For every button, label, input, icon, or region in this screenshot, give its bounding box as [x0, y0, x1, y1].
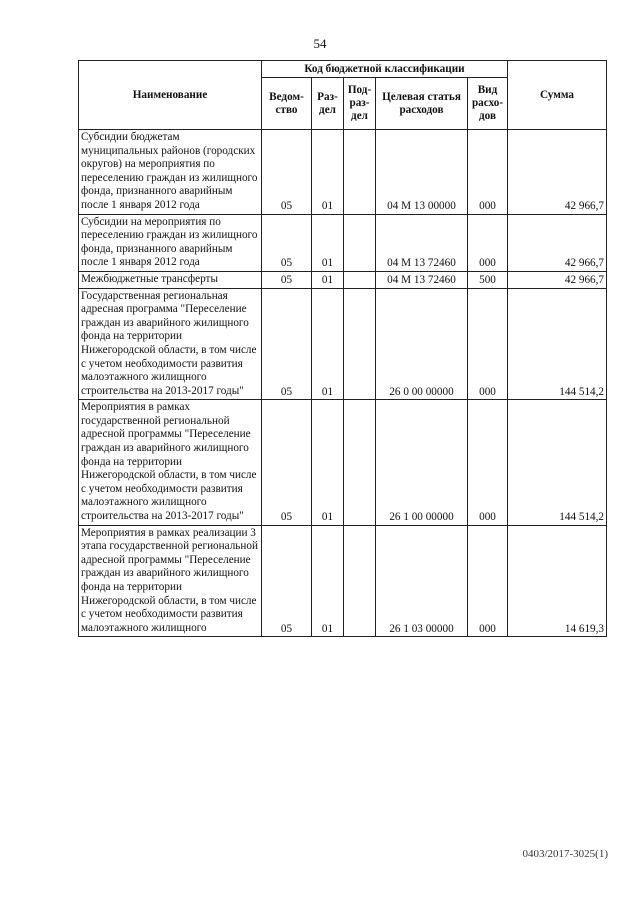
row-target: 04 М 13 72460	[376, 214, 468, 271]
row-name: Государственная региональная адресная программа "Переселение граждан из аварийного жилищного фонда на территории Нижегородской области, в том числе с учетом необходимости развития малоэтажного жилищного строительства на 2013-2017 годы"	[79, 288, 262, 400]
row-target: 04 М 13 72460	[376, 271, 468, 288]
document-code: 0403/2017-3025(1)	[522, 848, 608, 860]
row-razdel: 01	[312, 288, 344, 400]
header-expense-type: Вид расхо-дов	[468, 78, 508, 130]
row-target: 26 0 00 00000	[376, 288, 468, 400]
header-razdel: Раз-дел	[312, 78, 344, 130]
row-name: Мероприятия в рамках государственной региональной адресной программы "Переселение граждан из аварийного жилищного фонда на территории Нижегородской области, в том числе с учетом необходимости развития малоэтажного жилищного строительства на 2013-2017 годы"	[79, 400, 262, 525]
row-summa: 42 966,7	[508, 130, 607, 215]
row-podrazdel	[344, 400, 376, 525]
row-podrazdel	[344, 214, 376, 271]
header-target-article: Целевая статья расходов	[376, 78, 468, 130]
table-row	[79, 400, 607, 525]
row-podrazdel	[344, 130, 376, 215]
row-vedomstvo: 05	[262, 271, 312, 288]
header-vedomstvo: Ведом-ство	[262, 78, 312, 130]
row-vid: 000	[468, 288, 508, 400]
row-razdel: 01	[312, 271, 344, 288]
row-vedomstvo: 05	[262, 288, 312, 400]
table-row	[79, 271, 607, 288]
row-vid: 000	[468, 214, 508, 271]
row-target: 26 1 00 00000	[376, 400, 468, 525]
row-summa: 14 619,3	[508, 525, 607, 637]
row-vedomstvo: 05	[262, 214, 312, 271]
row-target: 26 1 03 00000	[376, 525, 468, 637]
table-row	[79, 288, 607, 400]
row-razdel: 01	[312, 130, 344, 215]
row-podrazdel	[344, 271, 376, 288]
row-razdel: 01	[312, 400, 344, 525]
row-vedomstvo: 05	[262, 130, 312, 215]
row-podrazdel	[344, 525, 376, 637]
row-name: Межбюджетные трансферты	[79, 271, 262, 288]
row-vedomstvo: 05	[262, 400, 312, 525]
header-name: Наименование	[79, 61, 262, 130]
budget-table	[78, 60, 607, 637]
row-name: Субсидии бюджетам муниципальных районов (городских округов) на мероприятия по переселению граждан из жилищного фонда, признанного аварийным после 1 января 2012 года	[79, 130, 262, 215]
row-name: Субсидии на мероприятия по переселению граждан из жилищного фонда, признанного аварийным после 1 января 2012 года	[79, 214, 262, 271]
row-podrazdel	[344, 288, 376, 400]
row-name: Мероприятия в рамках реализации 3 этапа государственной региональной адресной программы "Переселение граждан из аварийного жилищного фонда на территории Нижегородской области, в том числе с учетом необходимости развития малоэтажного жилищного	[79, 525, 262, 637]
table-row	[79, 525, 607, 637]
row-vid: 000	[468, 130, 508, 215]
table-row	[79, 214, 607, 271]
header-classification-group: Код бюджетной классификации	[262, 61, 508, 78]
row-summa: 42 966,7	[508, 271, 607, 288]
row-summa: 144 514,2	[508, 400, 607, 525]
row-summa: 42 966,7	[508, 214, 607, 271]
table-row	[79, 130, 607, 215]
row-vedomstvo: 05	[262, 525, 312, 637]
row-vid: 000	[468, 525, 508, 637]
header-sum: Сумма	[508, 61, 607, 130]
row-target: 04 М 13 00000	[376, 130, 468, 215]
row-summa: 144 514,2	[508, 288, 607, 400]
row-vid: 000	[468, 400, 508, 525]
page-number: 54	[313, 36, 327, 51]
row-razdel: 01	[312, 214, 344, 271]
row-vid: 500	[468, 271, 508, 288]
row-razdel: 01	[312, 525, 344, 637]
header-podrazdel: Под-раз-дел	[344, 78, 376, 130]
